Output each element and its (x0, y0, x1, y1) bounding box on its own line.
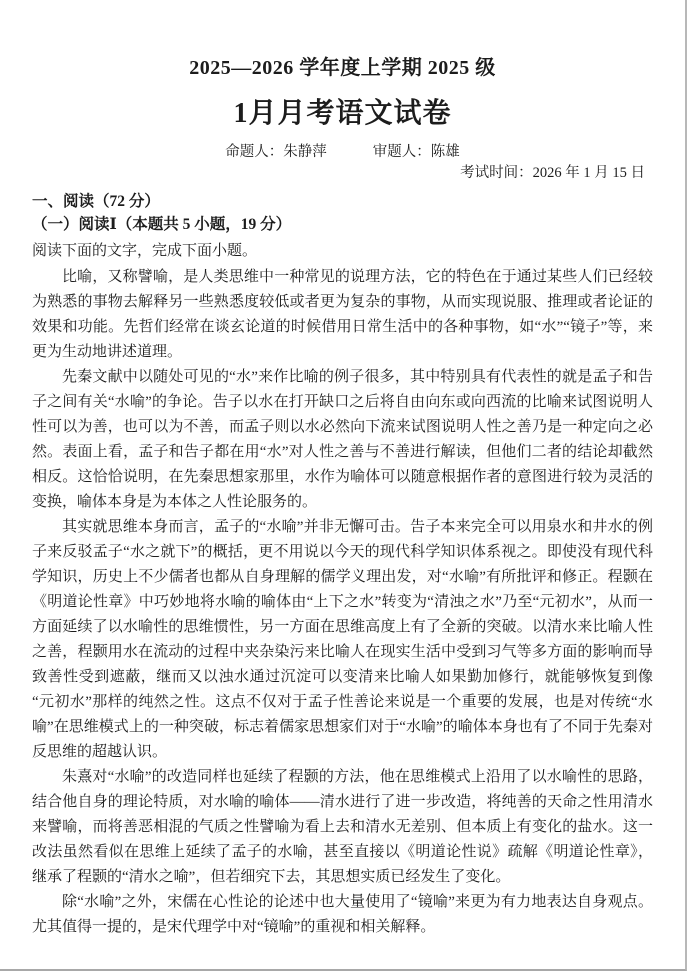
question-setter-label: 命题人：朱静萍 (225, 144, 327, 160)
exam-time-label: 考试时间：2026 年 1 月 15 日 (460, 165, 645, 181)
passage-paragraph: 先秦文献中以随处可见的“水”来作比喻的例子很多，其中特别具有代表性的就是孟子和告子之间有关“水喻”的争论。告子以水在打开缺口之后将自由向东或向西流的比喻来试图说明人性可以为善，也可以为不善，而孟子则以水必然向下流来试图说明人性之善乃是一种定向之必然。表面上看，孟子和告子都在用“水”对人性之善与不善进行解读，但他们二者的结论却截然相反。这恰恰说明，在先秦思想家那里，水作为喻体可以随意根据作者的意图进行较为灵活的变换，喻体本身是为本体之人性论服务的。 (32, 369, 653, 510)
exam-title: 1月月考语文试卷 (233, 98, 452, 129)
exam-content (0, 190, 685, 940)
section-heading-reading: 一、阅读（72 分） (32, 193, 160, 210)
subsection-heading-reading-1: （一）阅读Ⅰ（本题共 5 小题，19 分） (32, 216, 292, 233)
passage-paragraph: 其实就思维本身而言，孟子的“水喻”并非无懈可击。告子本来完全可以用泉水和井水的例子来反驳孟子“水之就下”的概括，更不用说以今天的现代科学知识体系视之。即使没有现代科学知识，历史上不少儒者也都从自身理解的儒学义理出发，对“水喻”有所批评和修正。程颢在《明道论性章》中巧妙地将水喻的喻体由“上下之水”转变为“清浊之水”乃至“元初水”，从而一方面延续了以水喻性的思维惯性，另一方面在思维高度上有了全新的突破。以清水来比喻人性之善，程颢用水在流动的过程中夹杂染污来比喻人在现实生活中受到习气等多方面的影响而导致善性受到遮蔽，继而又以浊水通过沉淀可以变清来比喻人如果勤加修行，就能够恢复到像“元初水”那样的纯然之性。这点不仅对于孟子性善论来说是一个重要的发展，也是对传统“水喻”在思维模式上的一种突破，标志着儒家思想家们对于“水喻”的喻体本身也有了不同于先秦对反思维的超越认识。 (32, 519, 653, 760)
question-reviewer-label: 审题人：陈雄 (372, 144, 460, 160)
exam-people-row (0, 143, 685, 162)
exam-header (0, 0, 685, 183)
passage-paragraph: 除“水喻”之外，宋儒在心性论的论述中也大量使用了“镜喻”来更为有力地表达自身观点。尤其值得一提的，是宋代理学中对“镜喻”的重视和相关解释。 (32, 894, 653, 935)
passage-paragraph: 朱熹对“水喻”的改造同样也延续了程颢的方法，他在思维模式上沿用了以水喻性的思路，结合他自身的理论特质，对水喻的喻体——清水进行了进一步改造，将纯善的天命之性用清水来譬喻，而将善恶相混的气质之性譬喻为看上去和清水无差别、但本质上有变化的盐水。这一改法虽然看似在思维上延续了孟子的水喻，甚至直接以《明道论性说》疏解《明道论性章》，继承了程颢的“清水之喻”，但若细究下去，其思想实质已经发生了变化。 (32, 769, 653, 885)
passage-paragraph: 比喻，又称譬喻，是人类思维中一种常见的说理方法，它的特色在于通过某些人们已经较为熟悉的事物去解释另一些熟悉度较低或者更为复杂的事物，从而实现说服、推理或者论证的效果和功能。先哲们经常在谈玄论道的时候借用日常生活中的各种事物，如“水”“镜子”等，来更为生动地讲述道理。 (32, 269, 653, 360)
reading-instruction: 阅读下面的文字，完成下面小题。 (32, 243, 258, 259)
school-year-line: 2025—2026 学年度上学期 2025 级 (189, 57, 496, 79)
reading-passage (32, 265, 653, 940)
